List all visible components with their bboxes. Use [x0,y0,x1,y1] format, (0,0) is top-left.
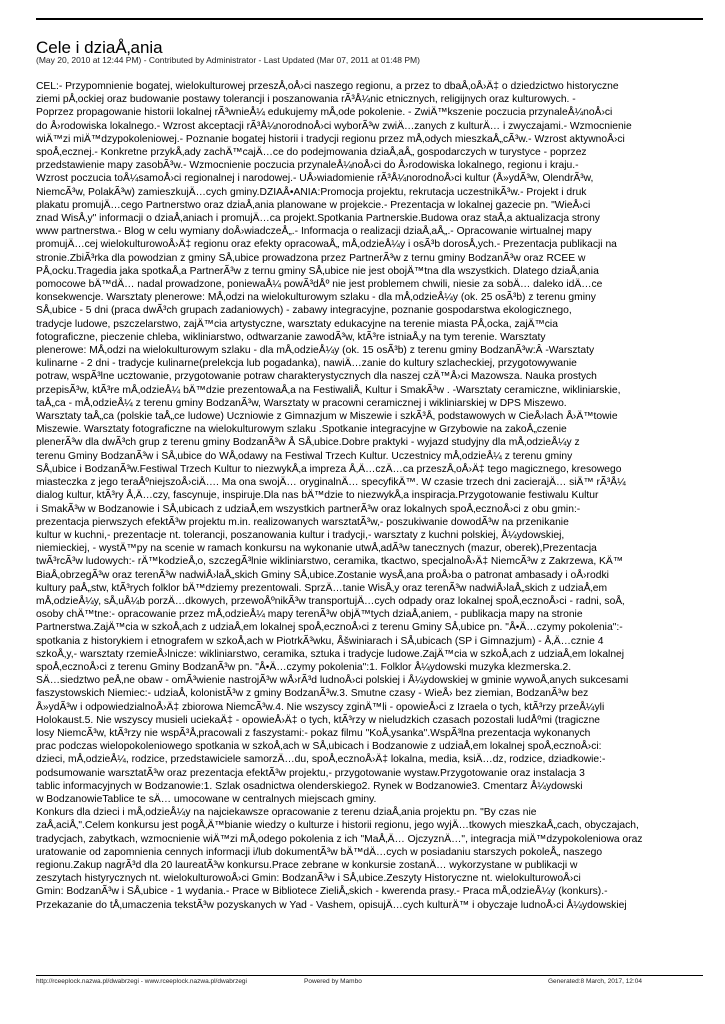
body-line: NiemcÃ³w, PolakÃ³w) zamieszkujÄ…cych gminy.DZIAÅ•ANIA:Promocja projektu, rekrutacja uczestnikÃ³w.- Projekt i druk [36,186,587,198]
body-line: Å»ydÃ³w i odpowiedzialnoÅ›Ä‡ zbiorowa NiemcÃ³w.4. Nie wszyscy zginÄ™li - opowieÅ›ci z Izraela o tych, ktÃ³rzy przeÅ¼yli [36,701,605,713]
body-line: prac podczas wielopokoleniowego spotkania w szkoÅ‚ach w SÅ‚ubicach i Bodzanowie z udziaÅ‚em lokalnej spoÅ‚ecznoÅ›ci: [36,741,602,753]
body-line: dialog kultur, ktÃ³ry Å‚Ä…czy, fascynuje, inspiruje.Dla nas bÄ™dzie to niezwykÅ‚a inspiracja.Przygotowanie festiwalu Kultur [36,490,599,502]
body-line: przepisÃ³w, ktÃ³re mÅ‚odzieÅ¼ bÄ™dzie prezentowaÅ‚a na FestiwaliÅ‚ Kultur i SmakÃ³w . -Warsztaty ceramiczne, wikliniarskie, [36,384,621,396]
body-line: www partnerstwa.- Blog w celu wymiany doÅ›wiadczeÅ„.- Informacja o realizacji dziaÅ‚aÅ„.- Opracowanie wirtualnej mapy [36,226,592,238]
footer-rule [36,975,703,976]
body-line: Warsztaty taÅ„ca (polskie taÅ„ce ludowe) Uczniowie z Gimnazjum w Miszewie i szkÃ³Å‚ podstawowych w CieÅ›lach Å›Ä™towie [36,411,618,423]
body-line: zeszytach histyrycznych nt. wielokulturowoÅ›ci Gmin: BodzanÃ³w i SÅ‚ubice.Zeszyty Historyczne nt. wielokulturowoÅ›ci [36,873,581,885]
footer-generated: Generated:8 March, 2017, 12:04 [548,978,642,985]
top-rule [36,18,703,20]
body-line: fotograficzne, pieczenie chleba, wikliniarstwo, odtwarzanie zawodÃ³w, ktÃ³re istniaÅ‚y na tym terenie. Warsztaty [36,331,546,343]
body-line: losy NiemcÃ³w, ktÃ³rzy nie wspÃ³Å‚pracowali z faszystami:- pokaz filmu "KoÅ‚ysanka".WspÃ³lna prezentacja wykonanych [36,727,591,739]
body-line: Konkurs dla dzieci i mÅ‚odzieÅ¼y na najciekawsze opracowanie z terenu dziaÅ‚ania projektu pn. "By czas nie [36,807,537,819]
body-line: dzieci, mÅ‚odzieÅ¼, rodzice, przedstawiciele samorzÄ…du, spoÅ‚ecznoÅ›Ä‡ lokalna, media, ksiÄ…dz, rodzice, dziadkowie:- [36,754,606,766]
body-line: wiÄ™zi miÄ™dzypokoleniowej.- Poznanie bogatej historii i tradycji regionu przez mÅ‚odych mieszkaÅ„cÃ³w.- Wzrost aktywnoÅ›ci [36,133,625,145]
body-line: kulinarne - 2 dni - tradycje kulinarne(prelekcja lub pogadanka), nawiÄ…zanie do kultury szlacheckiej, przygotowywanie [36,358,577,370]
body-line: stronie.ZbiÃ³rka dla powodzian z gminy SÅ‚ubice prowadzona przez PartnerÃ³w z ternu gminy BodzanÃ³w oraz RCEE w [36,252,586,264]
body-line: regionu.Zakup nagrÃ³d dla 20 laureatÃ³w konkursu.Prace zebrane w konkursie zostanÄ… wykorzystane w publikacji w [36,859,578,871]
body-line: terenu Gminy BodzanÃ³w i SÅ‚ubice do WÅ‚odawy na Festiwal Trzech Kultur. Uczestnicy mÅ‚odzieÅ¼ z terenu gminy [36,450,573,462]
body-line: niemieckiej, - wystÄ™py na scenie w ramach konkursu na wykonanie utwÅ‚adÃ³w tanecznych (mazur, oberek),Prezentacja [36,543,597,555]
body-line: Partnerstwa.ZajÄ™cia w szkoÅ‚ach z udziaÅ‚em lokalnej spoÅ‚ecznoÅ›ci z terenu Gminy SÅ‚ubice pn. "Å•Ä…czymy pokolenia":- [36,622,623,634]
article-body [36,80,725,980]
body-line: znad WisÅ‚y" informacji o dziaÅ‚aniach i promujÄ…ca projekt.Spotkania Partnerskie.Budowa oraz staÅ‚a aktualizacja strony [36,213,600,225]
body-line: plenerowe: MÅ‚odzi na wielokulturowym szlaku - dla mÅ‚odzieÅ¼y (ok. 15 osÃ³b) z terenu gminy BodzanÃ³w:Â -Warsztaty [36,345,595,357]
body-line: plakatu promujÄ…cego Partnerstwo oraz dziaÅ‚ania planowane w projekcie.- Prezentacja w lokalnej gazecie pn. "WieÅ›ci [36,199,591,211]
body-line: prezentacja pierwszych efektÃ³w projektu m.in. realizowanych warsztatÃ³w,- poszukiwanie dowodÃ³w na przenikanie [36,516,569,528]
article-meta: (May 20, 2010 at 12:44 PM) - Contributed by Administrator - Last Updated (Mar 07, 2011 at 01:48 PM) [36,55,420,65]
body-line: tablic informacyjnych w Bodzanowie:1. Szlak osadnictwa olenderskiego2. Rynek w Bodzanowie3. Cmentarz Å¼ydowski [36,780,583,792]
body-line: tradycjach, zabytkach, wzmocnienie wiÄ™zi mÅ‚odego pokolenia z ich "MaÅ‚Ä… OjczyznÄ…", integracja miÄ™dzypokoleniowa oraz [36,833,643,845]
body-line: taÅ„ca - mÅ‚odzieÅ¼ z terenu gminy BodzanÃ³w, Warsztaty w pracowni ceramicznej i wikliniarskiej w DPS Miszewo. [36,397,567,409]
body-line: kultury paÅ„stw, ktÃ³rych folklor bÄ™dziemy prezentowali. SprzÄ…tanie WisÅ‚y oraz terenÃ³w nadwiÅ›laÅ„skich z udziaÅ‚em [36,582,608,594]
body-line: szkoÅ‚y,- warsztaty rzemieÅ›lnicze: wikliniarstwo, ceramika, sztuka i tradycje ludowe.ZajÄ™cia w szkoÅ‚ach z udziaÅ‚em lokalnej [36,648,625,660]
body-line: faszystowskich Niemiec:- udziaÅ‚ kolonistÃ³w z gminy BodzanÃ³w.3. Smutne czasy - WieÅ› bez ziemian, BodzanÃ³w bez [36,688,589,700]
footer-url: http://rceeplock.nazwa.pl/dwabrzegi - www.rceeplock.nazwa.pl/dwabrzegi [36,978,247,985]
body-line: SÅ‚ubice i BodzanÃ³w.Festiwal Trzech Kultur to niezwykÅ‚a impreza Å‚Ä…czÄ…ca przeszÅ‚oÅ›Ä‡ tego magicznego, kresowego [36,463,622,475]
body-line: zaÅ‚aciÅ‚".Celem konkursu jest pogÅ‚Ä™bianie wiedzy o kulturze i historii regionu, jego wyjÄ…tkowych mieszkaÅ„cach, obyczajach, [36,820,639,832]
body-line: ziemi pÅ‚ockiej oraz budowanie postawy tolerancji i poszanowania rÃ³Å¼nic etnicznych, religijnych oraz kulturowych. - [36,94,576,106]
body-line: potraw, wspÃ³lne ucztowanie, przygotowanie potraw charakterystycznych dla naszej czÄ™Å›ci Mazowsza. Nauka prostych [36,371,597,383]
body-line: promujÄ…cej wielokulturowoÅ›Ä‡ regionu oraz efekty opracowaÅ„ mÅ‚odzieÅ¼y i osÃ³b dorosÅ‚ych.- Prezentacja publikacji na [36,239,617,251]
body-line: CEL:- Przypomnienie bogatej, wielokulturowej przeszÅ‚oÅ›ci naszego regionu, a przez to dbaÅ‚oÅ›Ä‡ o dziedzictwo historyczne [36,81,619,92]
body-line: osoby chÄ™tne:- opracowanie przez mÅ‚odzieÅ¼ mapy terenÃ³w objÄ™tych dziaÅ‚aniem, - publikacja mapy na stronie [36,609,583,621]
body-line: do Å›rodowiska lokalnego.- Wzrost akceptacji rÃ³Å¼norodnoÅ›ci wyborÃ³w zwiÄ…zanych z kulturÄ… i zwyczajami.- Wzmocnienie [36,120,632,132]
body-line: twÃ³rcÃ³w ludowych:- rÄ™kodzieÅ‚o, szczegÃ³lnie wikliniarstwo, ceramika, tkactwo, specjalnoÅ›Ä‡ NiemcÃ³w z Zakrzewa, KÄ™ [36,556,624,568]
body-line: Miszewie. Warsztaty fotograficzne na wielokulturowym szlaku .Spotkanie integracyjne w Grzybowie na zakoÅ„czenie [36,424,567,436]
body-line: konsekwencje. Warsztaty plenerowe: MÅ‚odzi na wielokulturowym szlaku - dla mÅ‚odzieÅ¼y (ok. 25 osÃ³b) z terenu gminy [36,292,596,304]
body-line: spoÅ‚ecznoÅ›ci z terenu Gminy BodzanÃ³w pn. "Å•Ä…czymy pokolenia":1. Folklor Å¼ydowski muzyka klezmerska.2. [36,661,572,673]
body-line: spotkania z historykiem i etnografem w szkoÅ‚ach w PiotrkÃ³wku, Åšwiniarach i SÅ‚ubicach (SP i Gimnazjum) - Å‚Ä…cznie 4 [36,635,604,647]
body-line: przedstawienie mapy zasobÃ³w.- Wzmocnienie poczucia przynaleÅ¼noÅ›ci do Å›rodowiska lokalnego, regionu i kraju.- [36,160,579,172]
body-line: miasteczka z jego teraÅºniejszoÅ›ciÄ…. Ma ona swojÄ… oryginalnÄ… specyfikÄ™. W czasie trzech dni zacierajÄ… siÄ™ rÃ³Å¼ [36,477,626,489]
page-title: Cele i dziaÅ‚ania [36,38,163,57]
body-line: pomocowe bÄ™dÄ… nadal prowadzone, poniewaÅ¼ powÃ³dÅº nie jest problemem chwili, niesie za sobÄ… daleko idÄ…ce [36,279,603,291]
body-line: tradycje ludowe, pszczelarstwo, zajÄ™cia artystyczne, warsztaty edukacyjne na terenie miasta PÅ‚ocka, zajÄ™cia [36,318,558,330]
body-line: BiaÅ‚obrzegÃ³w oraz terenÃ³w nadwiÅ›laÅ„skich Gminy SÅ‚ubice.Zostanie wysÅ‚ana proÅ›ba o patronat ambasady i oÅ›rodki [36,569,609,581]
body-line: plenerÃ³w dla dwÃ³ch grup z terenu gminy BodzanÃ³w Å SÅ‚ubice.Dobre praktyki - wyjazd studyjny dla mÅ‚odzieÅ¼y z [36,437,580,449]
body-line: mÅ‚odzieÅ¼y, sÅ‚uÅ¼b porzÄ…dkowych, przewoÅºnikÃ³w transportujÄ…cych odpady oraz lokalnej spoÅ‚ecznoÅ›ci - radni, soÅ‚ [36,595,625,607]
body-line: Holokaust.5. Nie wszyscy musieli uciekaÄ‡ - opowieÅ›Ä‡ o tych, ktÃ³rzy w nieludzkich czasach pozostali ludÅºmi (tragiczne [36,714,601,726]
body-line: Poprzez propagowanie historii lokalnej rÃ³wnieÅ¼ edukujemy mÅ‚ode pokolenie. - ZwiÄ™kszenie poczucia przynaleÅ¼noÅ›ci [36,107,613,119]
body-line: Przekazanie do tÅ‚umaczenia tekstÃ³w pozyskanych w Yad - Vashem, opisujÄ…cych kulturÄ™ i obyczaje ludnoÅ›ci Å¼ydowskiej [36,899,627,911]
footer-powered-by: Powered by Mambo [304,978,362,985]
body-line: spoÅ‚ecznej.- Konkretne przykÅ‚ady zachÄ™cajÄ…ce do podejmowania dziaÅ‚aÅ„ gospodarczych w turystyce - poprzez [36,147,587,159]
body-line: podsumowanie warsztatÃ³w oraz prezentacja efektÃ³w projektu,- przygotowanie wystaw.Przygotowanie oraz instalacja 3 [36,767,585,779]
body-line: Gmin: BodzanÃ³w i SÅ‚ubice - 1 wydania.- Prace w Bibliotece ZieliÅ„skich - kwerenda prasy.- Praca mÅ‚odzieÅ¼y (konkurs).- [36,886,608,898]
body-line: Wzrost poczucia toÅ¼samoÅ›ci regionalnej i narodowej.- UÅ›wiadomienie rÃ³Å¼norodnoÅ›ci kultur (Å»ydÃ³w, OlendrÃ³w, [36,173,594,185]
body-line: SÅ‚ubice - 5 dni (praca dwÃ³ch grupach zadaniowych) - zabawy integracyjne, poznanie gospodarstwa ekologicznego, [36,305,572,317]
body-line: PÅ‚ocku.Tragedia jaka spotkaÅ‚a PartnerÃ³w z ternu gminy SÅ‚ubice nie jest obojÄ™tna dla wszystkich. Dlatego dziaÅ‚ania [36,265,599,277]
body-line: kultur w kuchni,- prezentacje nt. tolerancji, poszanowania kultur i tradycji,- warsztaty z kuchni polskiej, Å¼ydowskiej, [36,529,565,541]
body-line: SÄ…siedztwo peÅ‚ne obaw - omÃ³wienie nastrojÃ³w wÅ›rÃ³d ludnoÅ›ci polskiej i Å¼ydowskiej w gminie wywoÅ‚anych sukcesami [36,675,629,687]
body-line: w BodzanowieTablice te sÄ… umocowane w centralnych miejscach gminy. [36,793,377,805]
body-line: i SmakÃ³w w Bodzanowie i SÅ‚ubicach z udziaÅ‚em wszystkich partnerÃ³w oraz lokalnych spoÅ‚ecznoÅ›ci z obu gmin:- [36,503,581,515]
body-line: uratowanie od zapomnienia cennych informacji i/lub dokumentÃ³w bÄ™dÄ…cych w posiadaniu starszych pokoleÅ„ naszego [36,846,603,858]
